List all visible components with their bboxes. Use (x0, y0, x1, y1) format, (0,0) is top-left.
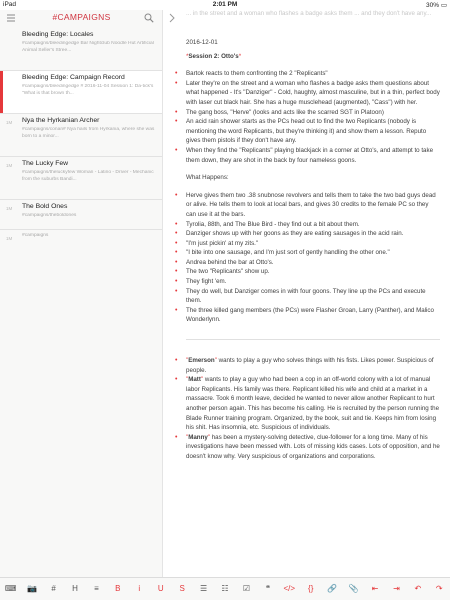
list-item-text: They fight 'em. (186, 278, 227, 286)
attachment-icon[interactable]: 📎 (348, 584, 359, 593)
note-title: The Lucky Few (22, 160, 69, 167)
list-item-text: has been a mystery-solving detective, clue-follower for a long time. Many of his investigations have been messed with. Lots of missing kids cases. Lots of opposition, and he doesn't know why. Very suspicious of organizations and corporations. (186, 433, 440, 460)
bullet-marker: • (175, 191, 178, 199)
list-item (175, 239, 440, 249)
note-date: 1M (6, 163, 13, 168)
list-item (175, 258, 440, 268)
list-item-text: Herve gives them two .38 snubnose revolvers and tells them to take the two bad guys dead or alive. He tells them to look at local bars, and gives 30 credits to the female PC so they can use it at the bars. (186, 191, 436, 218)
code-block-icon[interactable]: {} (308, 584, 314, 593)
italic-icon[interactable]: i (138, 584, 141, 593)
list-item-text: When they find the "Replicants" playing blackjack in a corner at Otto's, and attempt to take them down, they are shot in the back by four nameless goons. (186, 146, 434, 164)
bullet-marker: • (175, 146, 178, 154)
quote-mark: " (186, 433, 189, 441)
editor-content[interactable] (175, 38, 440, 462)
sidebar-header (0, 10, 162, 28)
separator-icon[interactable]: ≡ (94, 584, 99, 593)
list-item (175, 433, 440, 462)
list-item-text: Later they're on the street and a woman who flashes a badge asks them questions about what happened - It's "Danziger" - Cold, haughty, almost masculine, but in a thin, perfect body with laser cut black hair. She has a huge musclehead (augmented), "Cass") with her. (186, 79, 440, 106)
list-item-text: The three killed gang members (the PCs) were Flasher Groan, Larry (Panther), and Malico Wonderlynn. (186, 306, 434, 324)
battery-percent: 30% (426, 2, 440, 9)
note-title: Bleeding Edge: Campaign Record (22, 74, 125, 81)
what-happens-label: What Happens: (186, 174, 229, 182)
undo-icon[interactable]: ↶ (414, 584, 422, 593)
clock: 2:01 PM (212, 1, 238, 8)
formatting-toolbar (0, 577, 450, 600)
redo-icon[interactable]: ↷ (435, 584, 443, 593)
outdent-icon[interactable]: ⇤ (371, 584, 379, 593)
search-icon[interactable] (144, 13, 154, 23)
bullet-marker: • (175, 306, 178, 314)
heading-icon[interactable]: H (72, 584, 78, 593)
battery-icon: ▭ (440, 2, 447, 9)
notes-sidebar (0, 10, 163, 577)
intro-list (175, 69, 440, 165)
list-item-text: An acid rain shower starts as the PCs head out to find the two Replicants (nobody is mentioning the word Replicants, but they're thinking it) and show them a lesson. Reputo gives them pistols if they don't have any. (186, 118, 427, 145)
divider (186, 339, 440, 340)
note-date: 1M (6, 236, 13, 241)
note-preview: #campaigns/theluckyfew Woman - Latino - Driver - Mechanic from the suburbs Bandi... (22, 170, 154, 182)
note-list-item[interactable] (0, 114, 162, 157)
characters-list (175, 356, 440, 462)
list-item (175, 191, 440, 220)
list-item-text: The gang boss, "Herve" (looks and acts like the scarred SGT in Platoon) (186, 108, 384, 116)
note-title: The Bold Ones (22, 203, 68, 210)
bullet-marker: • (175, 357, 178, 365)
list-item (175, 356, 440, 375)
list-item-text: They do well, but Danziger comes in with four goons. They line up the PCs and execute them. (186, 287, 426, 305)
list-item (175, 79, 440, 108)
note-title: Nya the Hyrkanian Archer (22, 117, 100, 124)
note-list-item[interactable] (0, 200, 162, 230)
note-preview: #campaigns/conan# Nya hails from Hyrkania, where she was born to a minor... (22, 127, 155, 139)
character-name: Manny (188, 433, 208, 441)
list-item-text: "I'm just pickin' at my zits." (186, 239, 259, 247)
bullet-marker: • (175, 118, 178, 126)
note-editor[interactable] (164, 10, 450, 577)
note-list-item[interactable] (0, 28, 162, 71)
quote-mark: " (207, 433, 211, 441)
note-list-item[interactable] (0, 230, 162, 260)
note-date: 1M (6, 206, 13, 211)
bullet-marker: • (175, 376, 178, 384)
character-name: Emerson (188, 357, 215, 365)
character-name: Matt (188, 376, 201, 384)
list-item (175, 306, 440, 325)
happens-list (175, 191, 440, 325)
chevron-right-icon[interactable] (168, 13, 176, 23)
bullet-marker: • (175, 70, 178, 78)
bullet-marker: • (175, 258, 178, 266)
session-heading: *Session 2: Otto's* (186, 52, 242, 60)
bullet-marker: • (175, 220, 178, 228)
bold-icon[interactable]: B (115, 584, 121, 593)
note-preview: #campaigns/theboldones (22, 213, 77, 218)
quote-mark: " (214, 357, 217, 365)
list-item (175, 220, 440, 230)
bullet-marker: • (175, 108, 178, 116)
underline-icon[interactable]: U (157, 584, 164, 593)
bullet-marker: • (175, 230, 178, 238)
keyboard-icon[interactable]: ⌨ (4, 584, 17, 593)
bullet-marker: • (175, 287, 178, 295)
quote-mark: " (186, 357, 189, 365)
list-item (175, 146, 440, 165)
list-item (175, 108, 440, 118)
bullet-marker: • (175, 278, 178, 286)
list-item-text: The two "Replicants" show up. (186, 268, 270, 276)
battery-indicator (426, 1, 447, 9)
list-item (175, 248, 440, 258)
quote-mark: " (200, 376, 204, 384)
list-item (175, 69, 440, 79)
numbered-list-icon[interactable]: ☷ (221, 584, 229, 593)
note-list-item-selected[interactable] (0, 71, 162, 114)
checklist-icon[interactable]: ☑ (242, 584, 250, 593)
list-item (175, 229, 440, 239)
bullet-marker: • (175, 79, 178, 87)
list-item-text: Andrea behind the bar at Otto's. (186, 258, 274, 266)
list-item (175, 267, 440, 277)
list-item (175, 277, 440, 287)
quote-mark: " (186, 376, 189, 384)
list-item-text: Bartok reacts to them confronting the 2 "Replicants" (186, 70, 328, 78)
note-title: Bleeding Edge: Locales (22, 31, 94, 38)
bullet-marker: • (175, 249, 178, 257)
note-list-item[interactable] (0, 157, 162, 200)
note-preview: #campaigns/bleedingedge # 2016-11-04 Session 1: Da-tick's "What is that brown th... (22, 84, 154, 96)
device-name: iPad (3, 1, 17, 8)
list-item-text: "I bite into one sausage, and I'm just sort of gently handling the other one." (186, 249, 390, 257)
bullet-list-icon[interactable]: ☰ (199, 584, 208, 593)
bullet-marker: • (175, 268, 178, 276)
code-icon[interactable]: </> (283, 584, 296, 593)
list-item-text: wants to play a guy who solves things with his fists. Likes power. Suspicious of people. (186, 357, 434, 374)
bullet-marker: • (175, 433, 178, 441)
scrolled-text: ... in the street and a woman who flashes a badge asks them ... and they don't have any... (186, 10, 432, 17)
bullet-marker: • (175, 239, 178, 247)
link-icon[interactable]: 🔗 (327, 584, 338, 593)
list-item-text: Tyrolia, 88th, and The Blue Bird - they find out a bit about them. (186, 220, 360, 228)
note-date: 1M (6, 120, 13, 125)
list-item-text: wants to play a guy who had been a cop in an off-world colony with a lot of manual labor Replicants. His family was there. Replicant killed his wife and child at a market in a massacre. Took 6 month leave, decided he wanted to never allow another Replicant to hurt another person again. This has become his calling. He is recruited by the person running the Blade Runner training program. Organized, by the book, suit and tie. Keeps him from losing his shit. Has insomnia, etc. Suspicious of individuals. (186, 376, 440, 432)
status-bar (0, 0, 450, 10)
camera-icon[interactable]: 📷 (27, 584, 38, 593)
session-date: 2016-12-01 (186, 39, 218, 46)
list-item-text: Danziger shows up with her goons as they are eating sausages in the acid rain. (186, 230, 404, 238)
hashtag-icon[interactable]: # (51, 584, 56, 593)
strikethrough-icon[interactable]: S (179, 584, 185, 593)
quote-icon[interactable]: ❝ (265, 584, 270, 593)
list-item (175, 375, 440, 433)
tag-title: #CAMPAIGNS (52, 12, 111, 22)
note-preview: #campaigns (22, 233, 49, 238)
indent-icon[interactable]: ⇥ (393, 584, 400, 593)
list-item (175, 287, 440, 306)
note-preview: #campaigns/bleedingedge Bar Nightclub Noodle Hut Artificial Animal Seller's Stree... (22, 41, 154, 53)
list-item (175, 117, 440, 146)
